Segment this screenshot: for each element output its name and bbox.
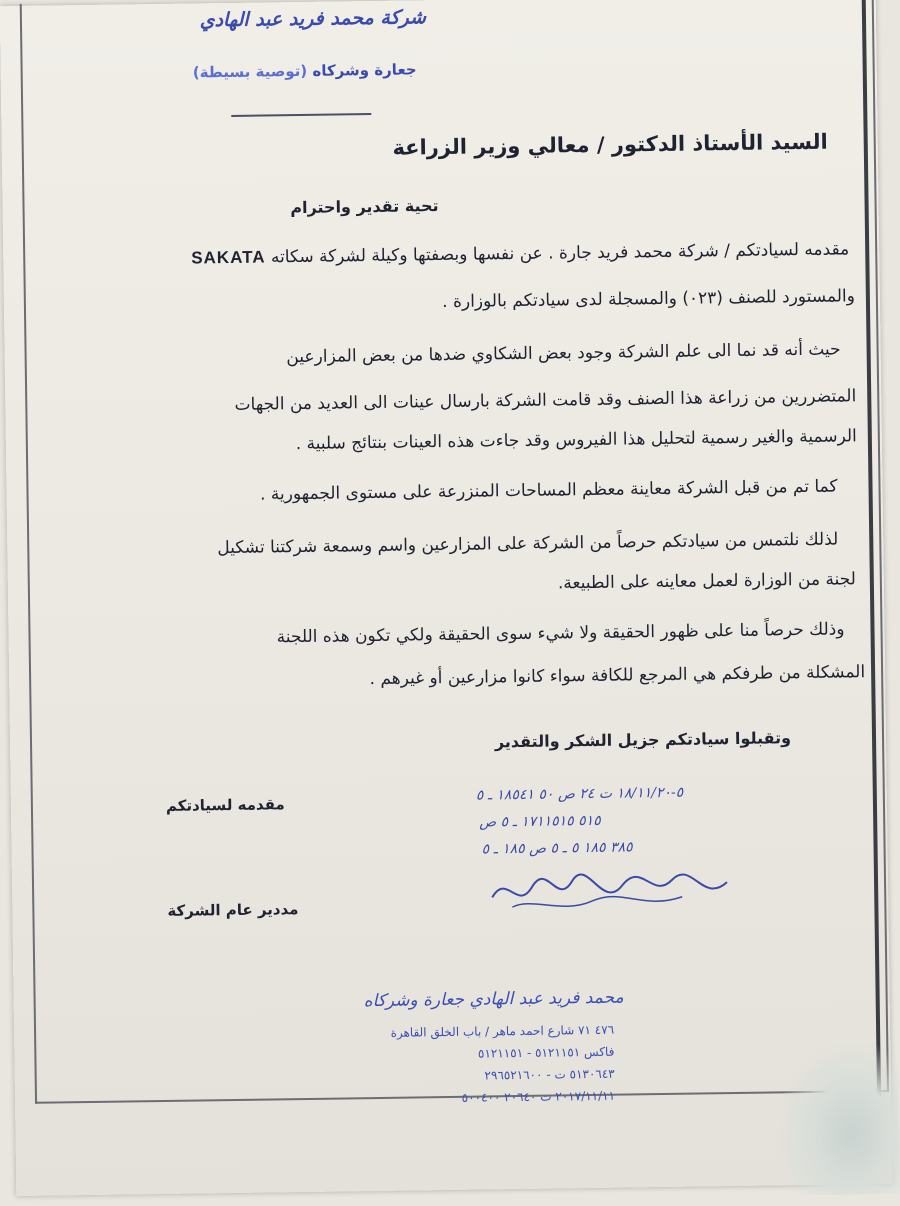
handwritten-note-2: ٥١٥ ١٧١١٥١٥ ـ ٥ ص (479, 812, 601, 831)
letterhead-subtitle-bracket: (توصية بسيطة) (192, 61, 308, 82)
handwritten-note-3: ٣٨٥ ١٨٥ ٥ ـ ٥ ص ١٨٥ ـ ٥ (481, 839, 633, 858)
paragraph-1-line-1: حيث أنه قد نما الى علم الشركة وجود بعض الشكاوي ضدها من بعض المزارعين (286, 339, 841, 368)
brand-name: SAKATA (191, 247, 266, 268)
stamp-fax: فاكس ٥١٢١١٥١ - ٥١٢١١٥١ (477, 1044, 615, 1061)
submitted-by: مقدمه لسيادتكم (165, 795, 285, 815)
stamp-registration: ٢٠١٧/١١/١١ ت ٢٠٦٤٠ ٥٠٠٤٠٠ (461, 1088, 616, 1105)
handwritten-scribble (482, 864, 743, 918)
stamp-phone: ٥١٣٠٦٤٣ ت - ٢٩٦٥٢١٦٠٠ (484, 1066, 615, 1083)
paragraph-4-line-1: وذلك حرصاً منا على ظهور الحقيقة ولا شيء سوى الحقيقة ولكي تكون هذه اللجنة (276, 619, 845, 648)
addressee: السيد الأستاذ الدكتور / معالي وزير الزراعة (392, 129, 828, 160)
paragraph-3-line-1: لذلك نلتمس من سيادتكم حرصاً من الشركة على المزارعين واسم وسمعة شركتنا تشكيل (217, 529, 839, 559)
paragraph-4-line-2: المشكلة من طرفكم هي المرجع للكافة سواء كانوا مزارعين أو غيرهم . (369, 662, 866, 690)
paragraph-2: كما تم من قبل الشركة معاينة معظم المساحات المنزرعة على مستوى الجمهورية . (259, 476, 838, 505)
paragraph-1-line-2: المتضررين من زراعة هذا الصنف وقد قامت الشركة بارسال عينات الى العديد من الجهات (234, 386, 857, 415)
greeting: تحية تقدير واحترام (290, 196, 439, 218)
intro-line-1-text: مقدمه لسيادتكم / شركة محمد فريد جارة . عن نفسها وبصفتها وكيلة لشركة سكاته (270, 239, 850, 268)
signatory-role: مددير عام الشركة (167, 900, 299, 920)
handwritten-note-1: ٥-١٨/١١/٢٠ ت ٢٤ ص ٥٠ ١٨٥٤١ ـ ٥ (475, 784, 684, 804)
letterhead-company: شركة محمد فريد عبد الهادي (199, 6, 427, 32)
letterhead-subtitle (193, 60, 417, 81)
stamp-title: محمد فريد عبد الهادي جعارة وشركاه (363, 987, 624, 1012)
paragraph-1-line-3: الرسمية والغير رسمية لتحليل هذا الفيروس وقد جاءت هذه العينات بنتائج سلبية . (295, 426, 857, 455)
stamp-address: ٤٧٦ ٧١ شارع احمد ماهر / باب الخلق القاهرة (390, 1022, 615, 1040)
background-stain (778, 1044, 900, 1196)
letterhead-subtitle-prefix: جعارة وشركاه (312, 60, 417, 80)
intro-line-2: والمستورد للصنف (٠٢٣) والمسجلة لدى سيادتكم بالوزارة . (442, 286, 856, 313)
paragraph-3-line-2: لجنة من الوزارة لعمل معاينه على الطبيعة. (557, 569, 856, 594)
closing-line: وتقبلوا سيادتكم جزيل الشكر والتقدير (494, 728, 792, 752)
company-stamp (353, 982, 645, 1116)
